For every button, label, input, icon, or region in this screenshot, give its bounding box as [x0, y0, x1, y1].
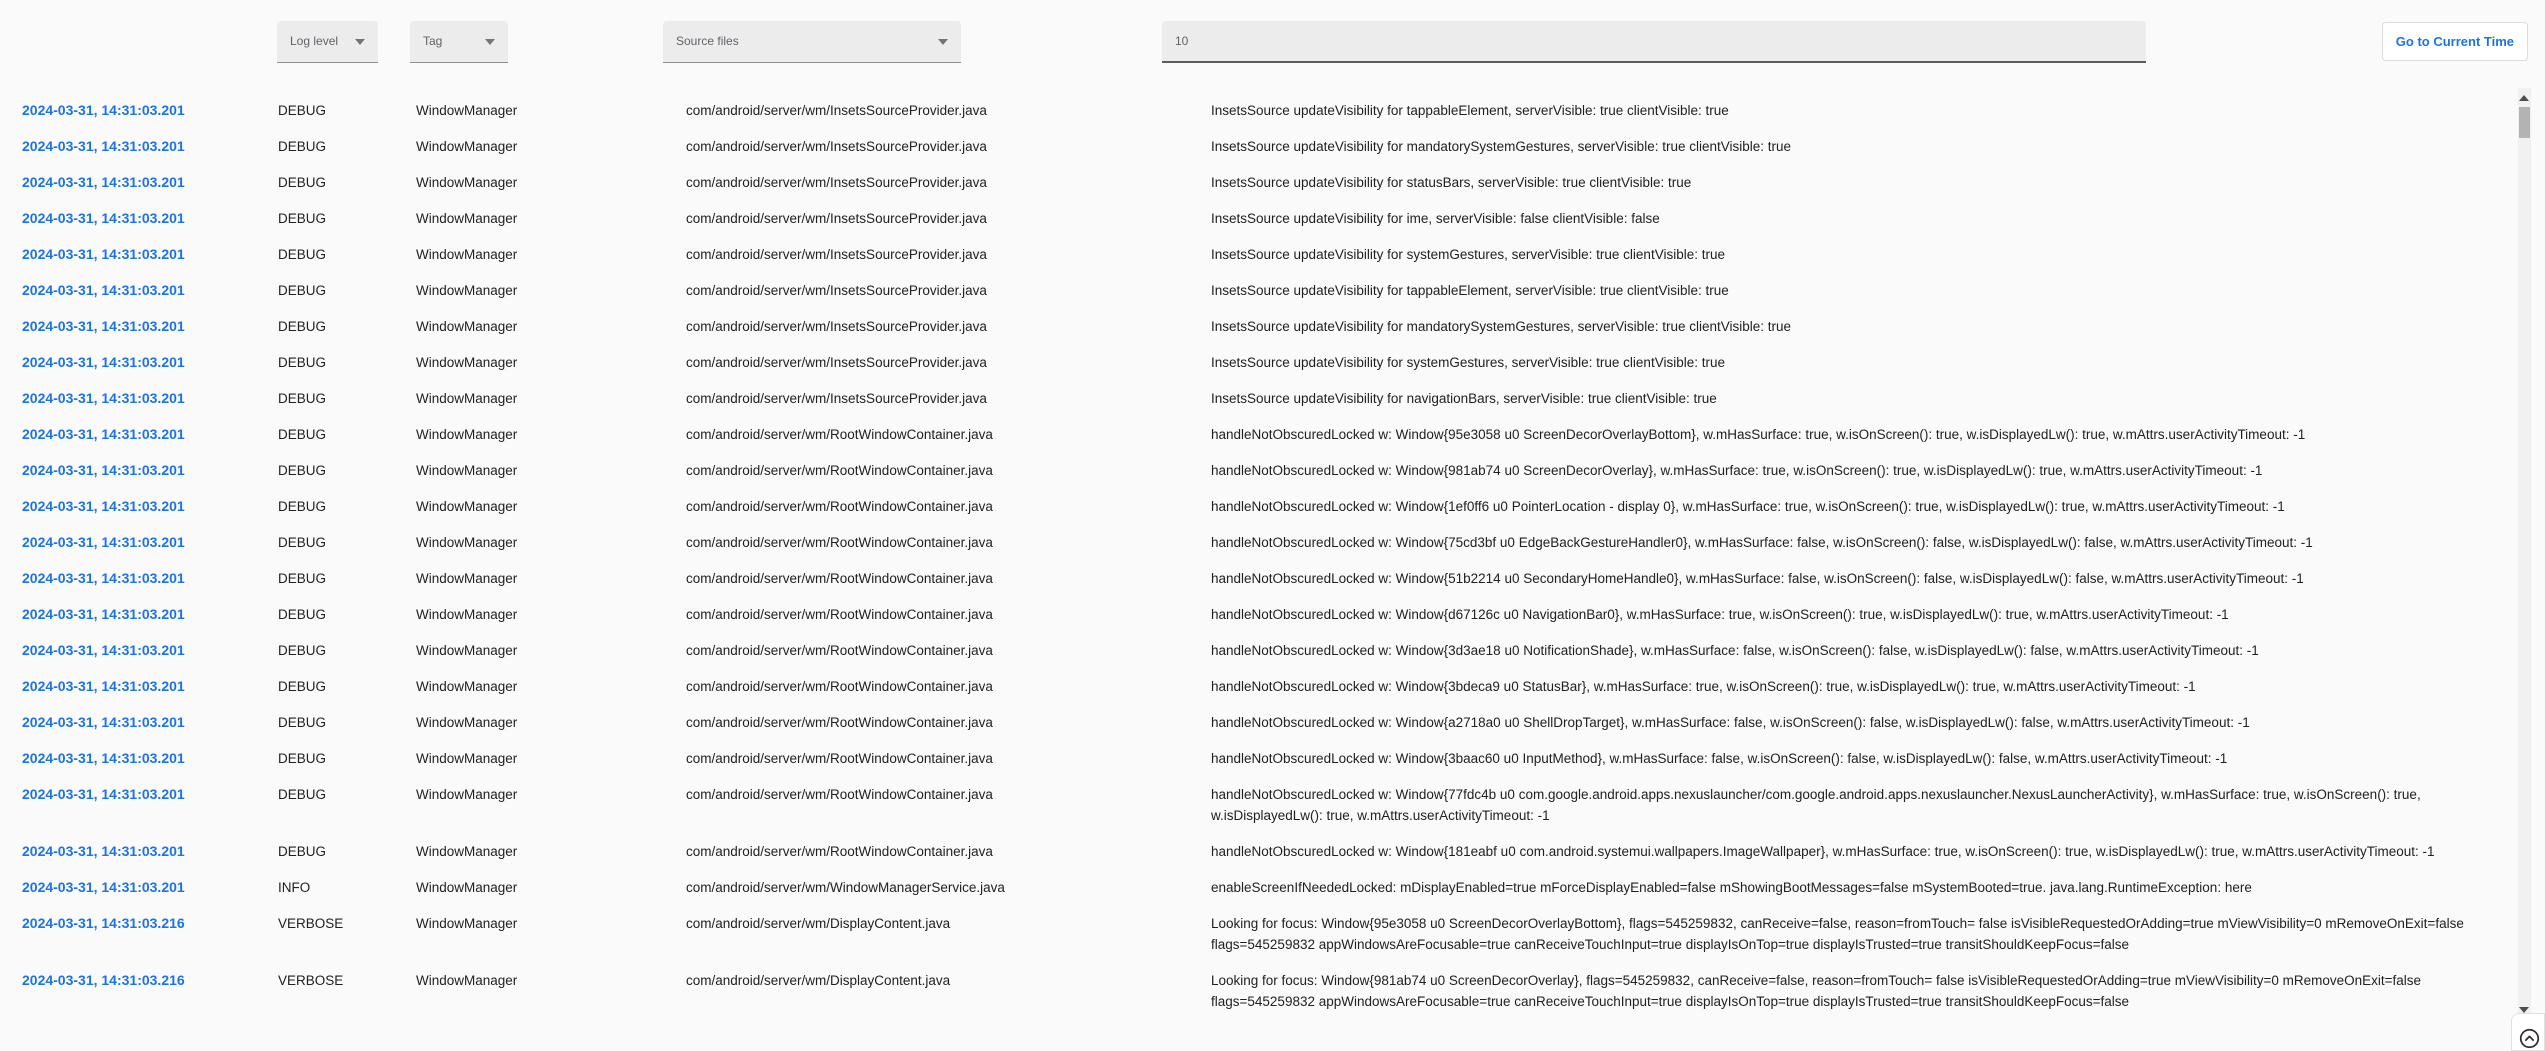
log-tag-cell: WindowManager	[416, 175, 518, 190]
filter-toolbar	[0, 0, 2545, 85]
log-tag-cell: WindowManager	[416, 973, 518, 988]
log-message-cell: handleNotObscuredLocked w: Window{95e3058 u0 ScreenDecorOverlayBottom}, w.mHasSurface: true, w.isOnScreen(): true, w.isDisplayedLw(): true, w.mAttrs.userActivityTimeout: -1	[1211, 427, 2306, 442]
filter-input[interactable]	[1162, 21, 2146, 63]
log-tag-cell: WindowManager	[416, 571, 518, 586]
log-timestamp-link[interactable]: 2024-03-31, 14:31:03.201	[22, 426, 185, 442]
log-message-cell: handleNotObscuredLocked w: Window{51b2214 u0 SecondaryHomeHandle0}, w.mHasSurface: false, w.isOnScreen(): false, w.isDisplayedLw(): false, w.mAttrs.userActivityTimeout: -1	[1211, 571, 2304, 586]
log-tag-cell: WindowManager	[416, 607, 518, 622]
log-row	[0, 525, 2517, 561]
log-source-file-cell: com/android/server/wm/WindowManagerService.java	[686, 880, 1005, 895]
log-source-file-cell: com/android/server/wm/RootWindowContainer.java	[686, 643, 993, 658]
log-timestamp-link[interactable]: 2024-03-31, 14:31:03.201	[22, 102, 185, 118]
log-message-cell: handleNotObscuredLocked w: Window{a2718a0 u0 ShellDropTarget}, w.mHasSurface: false, w.isOnScreen(): false, w.isDisplayedLw(): false, w.mAttrs.userActivityTimeout: -1	[1211, 715, 2250, 730]
log-timestamp-link[interactable]: 2024-03-31, 14:31:03.201	[22, 462, 185, 478]
log-message-cell: InsetsSource updateVisibility for statusBars, serverVisible: true clientVisible: true	[1211, 175, 1692, 190]
log-level-select[interactable]	[277, 21, 378, 63]
log-level-cell: DEBUG	[278, 571, 327, 586]
log-row	[0, 489, 2517, 525]
log-tag-cell: WindowManager	[416, 283, 518, 298]
log-source-file-cell: com/android/server/wm/RootWindowContainer.java	[686, 571, 993, 586]
log-timestamp-link[interactable]: 2024-03-31, 14:31:03.201	[22, 606, 185, 622]
log-tag-cell: WindowManager	[416, 715, 518, 730]
log-level-cell: DEBUG	[278, 463, 327, 478]
log-level-cell: DEBUG	[278, 499, 327, 514]
log-row	[0, 561, 2517, 597]
chevron-down-icon	[485, 39, 495, 45]
log-level-cell: DEBUG	[278, 715, 327, 730]
chevron-down-icon	[355, 39, 365, 45]
log-row	[0, 309, 2517, 345]
log-message-cell: handleNotObscuredLocked w: Window{77fdc4b u0 com.google.android.apps.nexuslauncher/com.google.android.apps.nexuslauncher.NexusLauncherActivity}, w.mHasSurface: true, w.isOnScreen(): true, w.isDisplayedLw(): true, w.mAttrs.userActivityTimeout: -1	[1211, 787, 2421, 823]
log-tag-cell: WindowManager	[416, 427, 518, 442]
log-row	[0, 345, 2517, 381]
log-row	[0, 870, 2517, 906]
log-message-cell: handleNotObscuredLocked w: Window{181eabf u0 com.android.systemui.wallpapers.ImageWallpaper}, w.mHasSurface: true, w.isOnScreen(): true, w.isDisplayedLw(): true, w.mAttrs.userActivityTimeout: -1	[1211, 844, 2435, 859]
log-message-cell: handleNotObscuredLocked w: Window{75cd3bf u0 EdgeBackGestureHandler0}, w.mHasSurface: false, w.isOnScreen(): false, w.isDisplayedLw(): false, w.mAttrs.userActivityTimeout: -1	[1211, 535, 2313, 550]
log-level-cell: DEBUG	[278, 844, 327, 859]
scroll-to-top-card	[2511, 1013, 2545, 1051]
log-timestamp-link[interactable]: 2024-03-31, 14:31:03.201	[22, 786, 185, 802]
log-row	[0, 417, 2517, 453]
log-message-cell: handleNotObscuredLocked w: Window{3d3ae18 u0 NotificationShade}, w.mHasSurface: false, w.isOnScreen(): false, w.isDisplayedLw(): false, w.mAttrs.userActivityTimeout: -1	[1211, 643, 2259, 658]
log-timestamp-link[interactable]: 2024-03-31, 14:31:03.201	[22, 390, 185, 406]
log-level-cell: VERBOSE	[278, 916, 344, 931]
log-row	[0, 963, 2517, 1020]
log-row	[0, 165, 2517, 201]
log-tag-cell: WindowManager	[416, 643, 518, 658]
log-message-cell: InsetsSource updateVisibility for mandatorySystemGestures, serverVisible: true clientVisible: true	[1211, 319, 1792, 334]
log-source-file-cell: com/android/server/wm/RootWindowContainer.java	[686, 463, 993, 478]
log-level-cell: VERBOSE	[278, 973, 344, 988]
log-tag-cell: WindowManager	[416, 139, 518, 154]
log-row	[0, 705, 2517, 741]
log-source-file-cell: com/android/server/wm/InsetsSourceProvider.java	[686, 283, 987, 298]
log-message-cell: handleNotObscuredLocked w: Window{981ab74 u0 ScreenDecorOverlay}, w.mHasSurface: true, w.isOnScreen(): true, w.isDisplayedLw(): true, w.mAttrs.userActivityTimeout: -1	[1211, 463, 2263, 478]
log-timestamp-link[interactable]: 2024-03-31, 14:31:03.201	[22, 354, 185, 370]
log-tag-cell: WindowManager	[416, 880, 518, 895]
log-timestamp-link[interactable]: 2024-03-31, 14:31:03.201	[22, 498, 185, 514]
log-row	[0, 906, 2517, 963]
log-source-file-cell: com/android/server/wm/DisplayContent.java	[686, 916, 951, 931]
log-level-cell: DEBUG	[278, 211, 327, 226]
log-source-file-cell: com/android/server/wm/InsetsSourceProvider.java	[686, 247, 987, 262]
log-row	[0, 273, 2517, 309]
log-level-cell: DEBUG	[278, 751, 327, 766]
log-level-cell: DEBUG	[278, 103, 327, 118]
log-tag-cell: WindowManager	[416, 499, 518, 514]
log-level-cell: DEBUG	[278, 787, 327, 802]
log-source-file-cell: com/android/server/wm/InsetsSourceProvider.java	[686, 391, 987, 406]
log-source-file-cell: com/android/server/wm/InsetsSourceProvider.java	[686, 211, 987, 226]
log-row	[0, 453, 2517, 489]
log-row	[0, 597, 2517, 633]
log-source-file-cell: com/android/server/wm/InsetsSourceProvider.java	[686, 355, 987, 370]
log-row	[0, 201, 2517, 237]
log-level-cell: DEBUG	[278, 283, 327, 298]
log-tag-cell: WindowManager	[416, 751, 518, 766]
log-level-cell: DEBUG	[278, 355, 327, 370]
log-message-cell: InsetsSource updateVisibility for tappableElement, serverVisible: true clientVisible: true	[1211, 103, 1729, 118]
log-tag-cell: WindowManager	[416, 787, 518, 802]
log-tag-cell: WindowManager	[416, 391, 518, 406]
log-timestamp-link[interactable]: 2024-03-31, 14:31:03.201	[22, 843, 185, 859]
log-level-cell: DEBUG	[278, 643, 327, 658]
log-timestamp-link[interactable]: 2024-03-31, 14:31:03.216	[22, 915, 185, 931]
log-source-file-cell: com/android/server/wm/InsetsSourceProvider.java	[686, 319, 987, 334]
source-files-select[interactable]	[663, 21, 961, 63]
log-tag-cell: WindowManager	[416, 844, 518, 859]
log-level-cell: DEBUG	[278, 679, 327, 694]
log-level-cell: DEBUG	[278, 247, 327, 262]
log-source-file-cell: com/android/server/wm/RootWindowContainer.java	[686, 751, 993, 766]
log-source-file-cell: com/android/server/wm/RootWindowContainer.java	[686, 679, 993, 694]
log-timestamp-link[interactable]: 2024-03-31, 14:31:03.201	[22, 174, 185, 190]
log-message-cell: InsetsSource updateVisibility for navigationBars, serverVisible: true clientVisible: true	[1211, 391, 1717, 406]
log-source-file-cell: com/android/server/wm/RootWindowContainer.java	[686, 499, 993, 514]
log-source-file-cell: com/android/server/wm/RootWindowContainer.java	[686, 844, 993, 859]
log-row	[0, 777, 2517, 834]
log-timestamp-link[interactable]: 2024-03-31, 14:31:03.201	[22, 714, 185, 730]
chevron-up-circle-icon	[2519, 1028, 2540, 1049]
scrollbar-thumb[interactable]	[2519, 107, 2530, 138]
log-message-cell: Looking for focus: Window{95e3058 u0 ScreenDecorOverlayBottom}, flags=545259832, canReceive=false, reason=fromTouch= false isVisibleRequestedOrAdding=true mViewVisibility=0 mRemoveOnExit=false flags=545259832 appWindowsAreFocusable=true canReceiveTouchInput=true displayIsOnTop=true displayIsTrusted=true transitShouldKeepFocus=false	[1211, 916, 2464, 952]
log-source-file-cell: com/android/server/wm/RootWindowContainer.java	[686, 715, 993, 730]
log-row	[0, 834, 2517, 870]
log-tag-cell: WindowManager	[416, 463, 518, 478]
log-level-cell: DEBUG	[278, 535, 327, 550]
scroll-to-top-button[interactable]	[2519, 1028, 2540, 1049]
log-level-cell: DEBUG	[278, 427, 327, 442]
chevron-down-icon	[938, 39, 948, 45]
log-level-cell: DEBUG	[278, 391, 327, 406]
log-tag-cell: WindowManager	[416, 916, 518, 931]
log-timestamp-link[interactable]: 2024-03-31, 14:31:03.201	[22, 210, 185, 226]
log-message-cell: InsetsSource updateVisibility for mandatorySystemGestures, serverVisible: true clientVisible: true	[1211, 139, 1792, 154]
log-tag-cell: WindowManager	[416, 319, 518, 334]
log-level-cell: INFO	[278, 880, 311, 895]
source-files-select-label: Source files	[676, 34, 739, 48]
log-message-cell: handleNotObscuredLocked w: Window{d67126c u0 NavigationBar0}, w.mHasSurface: true, w.isOnScreen(): true, w.isDisplayedLw(): true, w.mAttrs.userActivityTimeout: -1	[1211, 607, 2229, 622]
log-level-cell: DEBUG	[278, 319, 327, 334]
log-level-cell: DEBUG	[278, 607, 327, 622]
log-timestamp-link[interactable]: 2024-03-31, 14:31:03.201	[22, 879, 185, 895]
log-timestamp-link[interactable]: 2024-03-31, 14:31:03.201	[22, 570, 185, 586]
log-level-select-label: Log level	[290, 34, 339, 48]
log-level-cell: DEBUG	[278, 175, 327, 190]
log-list	[0, 85, 2517, 1051]
log-row	[0, 381, 2517, 417]
log-message-cell: InsetsSource updateVisibility for tappableElement, serverVisible: true clientVisible: true	[1211, 283, 1729, 298]
log-source-file-cell: com/android/server/wm/InsetsSourceProvider.java	[686, 139, 987, 154]
scrollbar-up-arrow-icon[interactable]	[2519, 95, 2529, 101]
log-message-cell: InsetsSource updateVisibility for systemGestures, serverVisible: true clientVisible: true	[1211, 247, 1725, 262]
log-source-file-cell: com/android/server/wm/RootWindowContainer.java	[686, 535, 993, 550]
log-source-file-cell: com/android/server/wm/RootWindowContainer.java	[686, 427, 993, 442]
log-row	[0, 741, 2517, 777]
log-timestamp-link[interactable]: 2024-03-31, 14:31:03.201	[22, 534, 185, 550]
log-row	[0, 669, 2517, 705]
log-tag-cell: WindowManager	[416, 247, 518, 262]
log-level-cell: DEBUG	[278, 139, 327, 154]
vertical-scrollbar[interactable]	[2518, 88, 2531, 1051]
log-source-file-cell: com/android/server/wm/RootWindowContainer.java	[686, 787, 993, 802]
log-tag-cell: WindowManager	[416, 679, 518, 694]
log-message-cell: InsetsSource updateVisibility for systemGestures, serverVisible: true clientVisible: true	[1211, 355, 1725, 370]
log-row	[0, 633, 2517, 669]
log-timestamp-link[interactable]: 2024-03-31, 14:31:03.201	[22, 246, 185, 262]
log-tag-cell: WindowManager	[416, 211, 518, 226]
log-tag-cell: WindowManager	[416, 535, 518, 550]
log-message-cell: enableScreenIfNeededLocked: mDisplayEnabled=true mForceDisplayEnabled=false mShowingBootMessages=false mSystemBooted=true. java.lang.RuntimeException: here	[1211, 880, 2252, 895]
log-message-cell: handleNotObscuredLocked w: Window{1ef0ff6 u0 PointerLocation - display 0}, w.mHasSurface: true, w.isOnScreen(): true, w.isDisplayedLw(): true, w.mAttrs.userActivityTimeout: -1	[1211, 499, 2285, 514]
log-row	[0, 93, 2517, 129]
log-tag-cell: WindowManager	[416, 355, 518, 370]
log-timestamp-link[interactable]: 2024-03-31, 14:31:03.201	[22, 318, 185, 334]
log-timestamp-link[interactable]: 2024-03-31, 14:31:03.201	[22, 282, 185, 298]
log-timestamp-link[interactable]: 2024-03-31, 14:31:03.201	[22, 750, 185, 766]
log-source-file-cell: com/android/server/wm/InsetsSourceProvider.java	[686, 103, 987, 118]
log-timestamp-link[interactable]: 2024-03-31, 14:31:03.201	[22, 678, 185, 694]
log-timestamp-link[interactable]: 2024-03-31, 14:31:03.216	[22, 972, 185, 988]
log-message-cell: InsetsSource updateVisibility for ime, serverVisible: false clientVisible: false	[1211, 211, 1660, 226]
tag-select-label: Tag	[423, 34, 443, 48]
log-message-cell: handleNotObscuredLocked w: Window{3bdeca9 u0 StatusBar}, w.mHasSurface: true, w.isOnScreen(): true, w.isDisplayedLw(): true, w.mAttrs.userActivityTimeout: -1	[1211, 679, 2196, 694]
log-message-cell: Looking for focus: Window{981ab74 u0 ScreenDecorOverlay}, flags=545259832, canReceive=false, reason=fromTouch= false isVisibleRequestedOrAdding=true mViewVisibility=0 mRemoveOnExit=false flags=545259832 appWindowsAreFocusable=true canReceiveTouchInput=true displayIsOnTop=true displayIsTrusted=true transitShouldKeepFocus=false	[1211, 973, 2422, 1009]
log-source-file-cell: com/android/server/wm/InsetsSourceProvider.java	[686, 175, 987, 190]
log-timestamp-link[interactable]: 2024-03-31, 14:31:03.201	[22, 138, 185, 154]
log-source-file-cell: com/android/server/wm/DisplayContent.java	[686, 973, 951, 988]
log-source-file-cell: com/android/server/wm/RootWindowContainer.java	[686, 607, 993, 622]
log-message-cell: handleNotObscuredLocked w: Window{3baac60 u0 InputMethod}, w.mHasSurface: false, w.isOnScreen(): false, w.isDisplayedLw(): false, w.mAttrs.userActivityTimeout: -1	[1211, 751, 2228, 766]
log-row	[0, 129, 2517, 165]
log-tag-cell: WindowManager	[416, 103, 518, 118]
log-row	[0, 237, 2517, 273]
go-to-current-time-button[interactable]: Go to Current Time	[2382, 22, 2528, 61]
tag-select[interactable]	[410, 21, 508, 63]
log-timestamp-link[interactable]: 2024-03-31, 14:31:03.201	[22, 642, 185, 658]
